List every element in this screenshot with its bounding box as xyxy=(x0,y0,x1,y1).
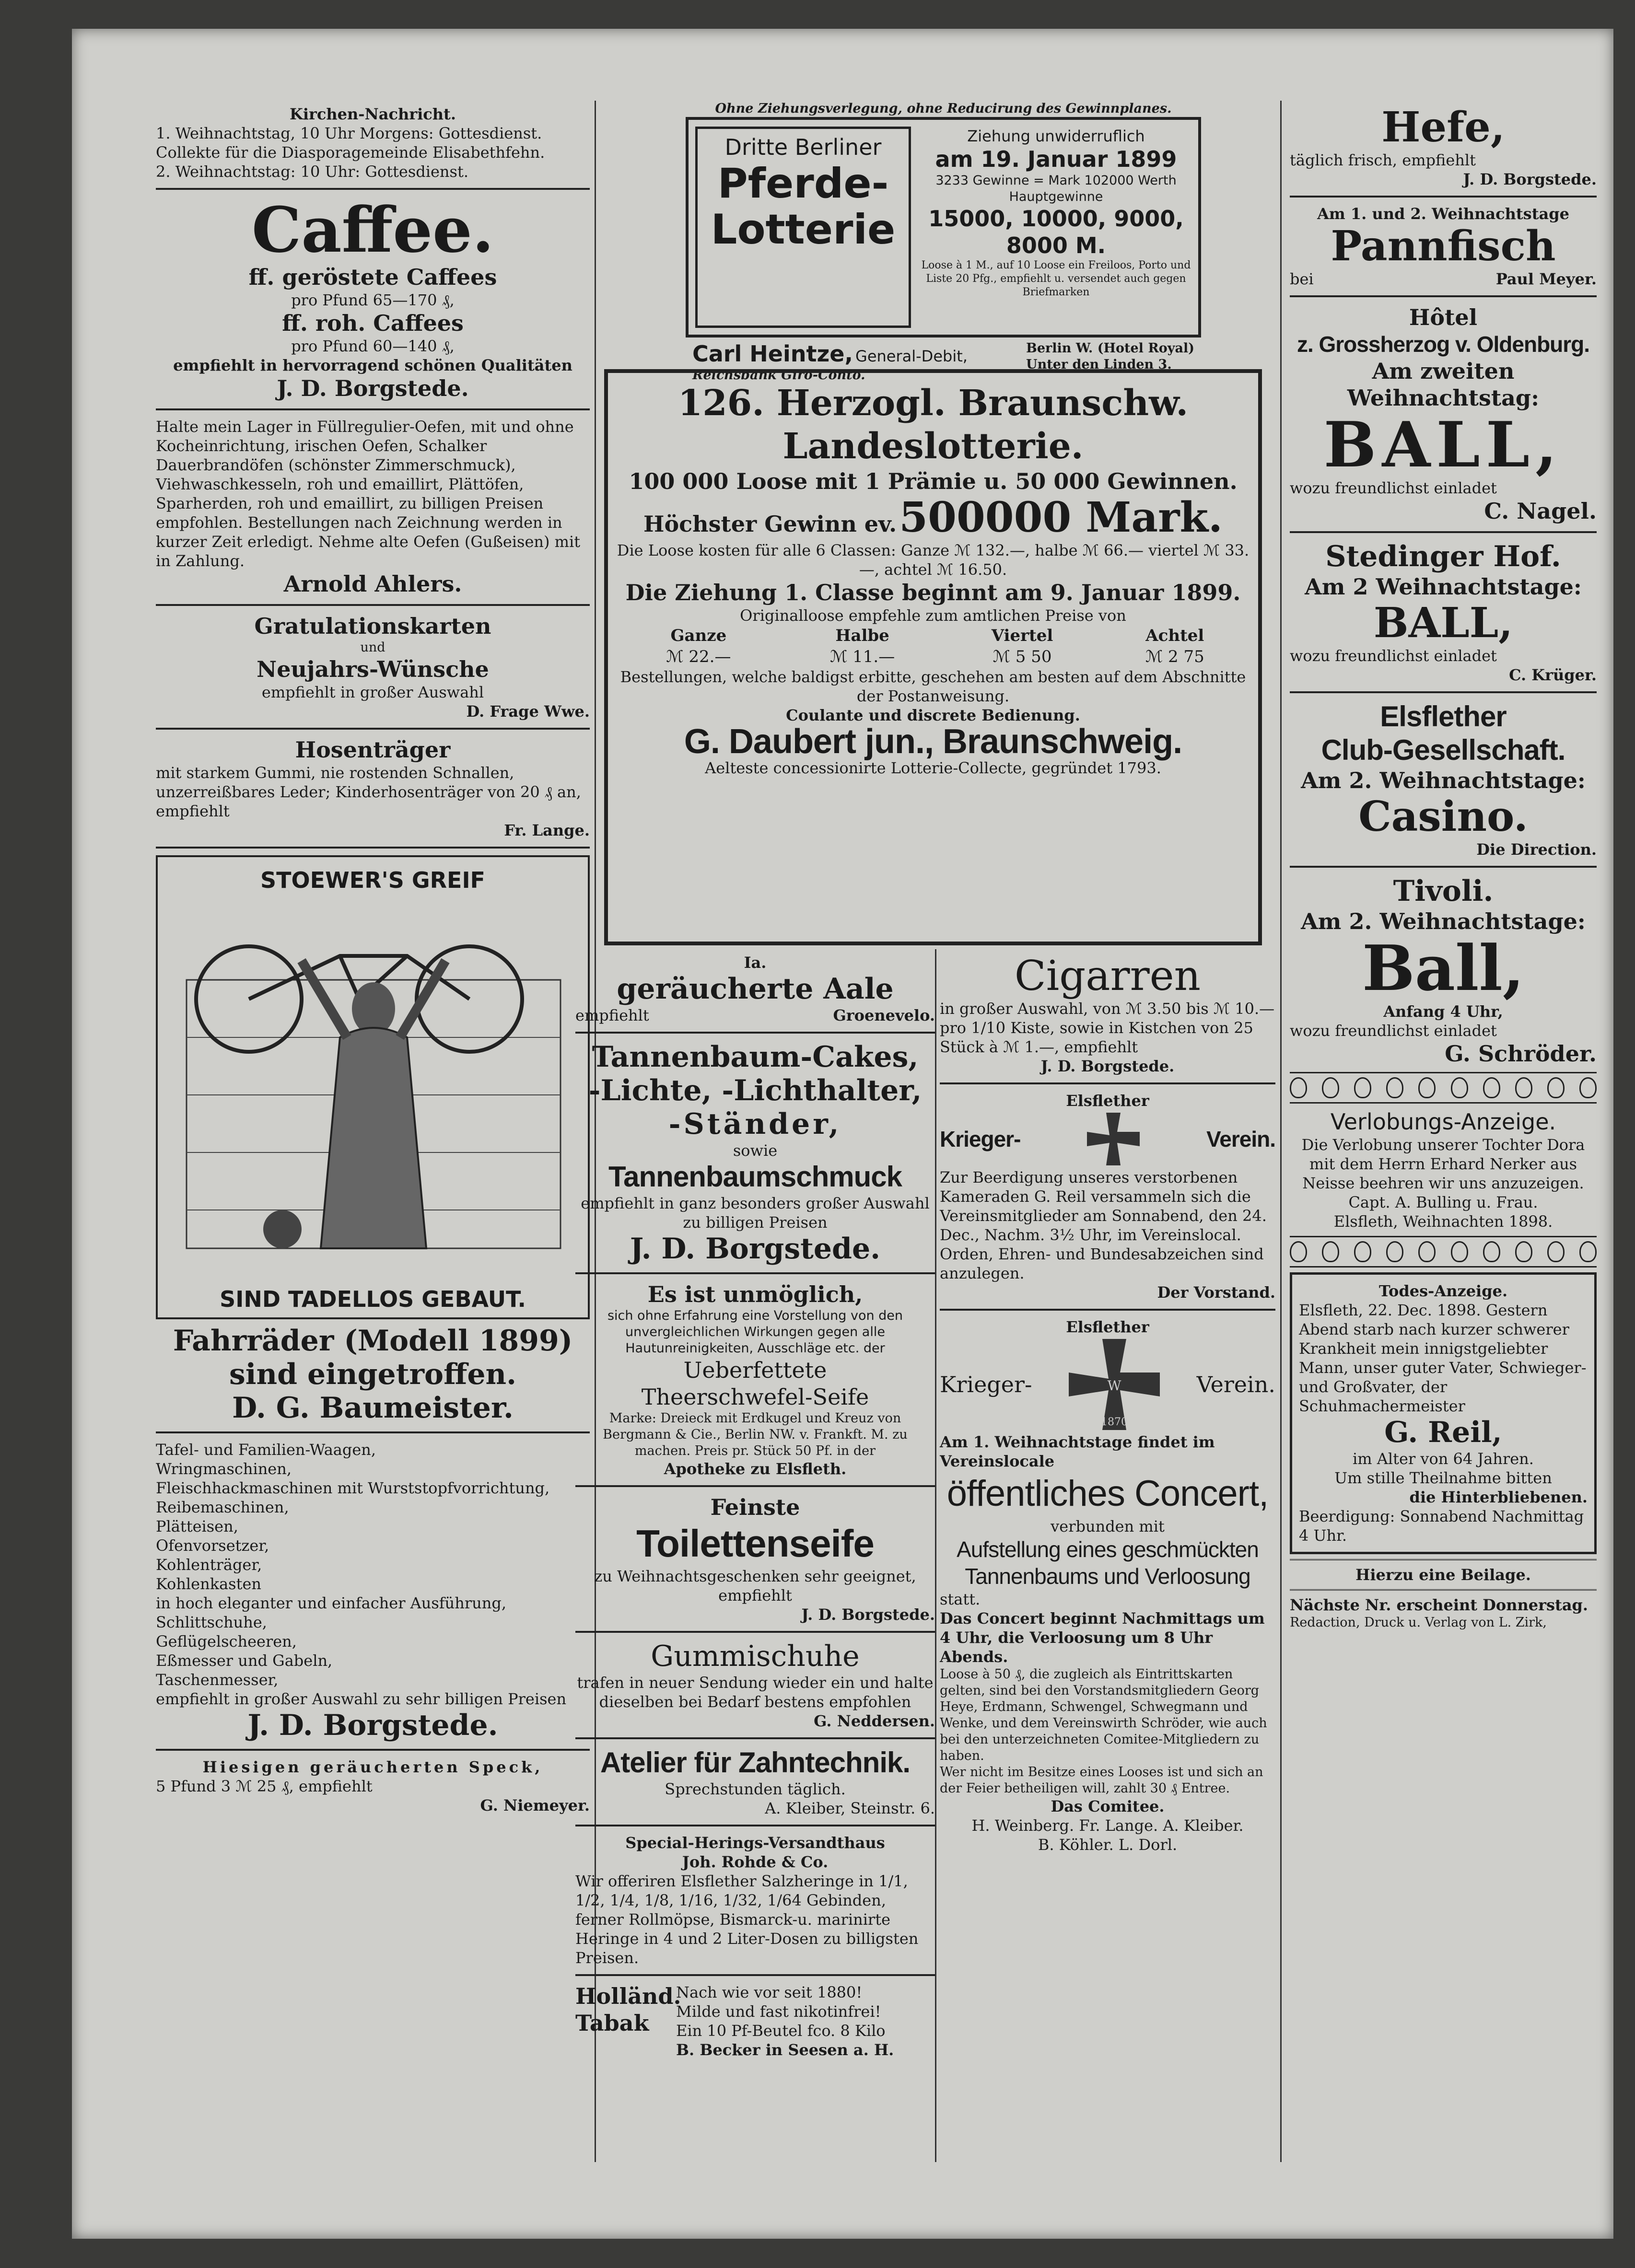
poster-bottom: SIND TADELLOS GEBAUT. xyxy=(220,1286,526,1312)
braunschw-l3: Die Loose kosten für alle 6 Classen: Ganze ℳ 132.—, halbe ℳ 66.— viertel ℳ 33.—, achtel ℳ 16.50. xyxy=(617,541,1250,579)
tanne-l6: empfiehlt in ganz besonders großer Auswahl zu billigen Preisen xyxy=(581,1194,930,1232)
cigarren-ad xyxy=(940,953,1275,1076)
pferde-r6: Loose à 1 M., auf 10 Loose ein Freiloos, Porto und Liste 20 Pfg., empfiehlt u. versendet auch gegen Briefmarken xyxy=(921,259,1191,298)
caffee-line: pro Pfund 65—170 ₰, xyxy=(291,291,455,309)
braunschw-l8: Aelteste concessionirte Lotterie-Collecte, gegründet 1793. xyxy=(705,759,1161,777)
krieger-verein-1 xyxy=(940,1091,1275,1302)
borgstede-item: Tafel- und Familien-Waagen, xyxy=(156,1441,376,1459)
krieger2-l7: Loose à 50 ₰, die zugleich als Eintrittskarten gelten, sind bei den Vorstandsmitgliedern Georg Heye, Erdmann, Schwengel, Schwegmann und Wenke, und dem Vereinswirth Schröder, wie auch bei den unterzeichneten Comitee-Mitgliedern zu haben. xyxy=(940,1667,1267,1763)
tabak-l1: Holländ. xyxy=(575,1983,681,2009)
braunschw-title: 126. Herzogl. Braunschw. Landeslotterie. xyxy=(677,383,1189,467)
price-head: Viertel xyxy=(991,626,1053,645)
iron-cross-icon xyxy=(1085,1110,1142,1168)
hotel-l1: Hôtel xyxy=(1409,304,1478,330)
pferde-addr: Berlin W. (Hotel Royal) xyxy=(1026,341,1194,356)
kirchen-line: 1. Weihnachtstag, 10 Uhr Morgens: Gottesdienst. xyxy=(156,124,542,142)
braunschw-l2b: 500000 Mark. xyxy=(899,493,1223,542)
bicycle-woman-illustration xyxy=(158,894,588,1268)
club-l3: Am 2. Weihnachtstage: xyxy=(1301,768,1586,793)
krieger1-right: Verein. xyxy=(1206,1127,1275,1151)
braunschweig-lotterie-ad xyxy=(604,369,1275,949)
todes-text: Elsfleth, 22. Dec. 1898. Gestern Abend starb nach kurzer schwerer Krankheit mein innigstgeliebter Mann, unser guter Vater, Schwieger- und Großvater, der Schuhmachermeister xyxy=(1299,1301,1587,1415)
caffee-signature: J. D. Borgstede. xyxy=(277,375,469,401)
verlob-text: Die Verlobung unserer Tochter Dora mit dem Herrn Erhard Nerker aus Neisse beehren wir uns anzuzeigen. xyxy=(1301,1136,1585,1192)
frage-signature: D. Frage Wwe. xyxy=(466,702,590,721)
kirchen-title: Kirchen-Nachricht. xyxy=(290,105,456,123)
seife-l5: Marke: Dreieck mit Erdkugel und Kreuz von Bergmann & Cie., Berlin NW. v. Frankft. M. zu machen. Preis pr. Stück 50 Pf. in der xyxy=(603,1411,908,1458)
aale-ad xyxy=(575,953,935,1025)
poster-top: STOEWER'S GREIF xyxy=(260,867,485,893)
club-signature: Die Direction. xyxy=(1476,840,1597,859)
lange-ad xyxy=(156,736,590,840)
cross-year: 1870 xyxy=(1101,1416,1128,1428)
krieger2-l5: statt. xyxy=(940,1590,981,1608)
borgstede-item: Kohlenkasten xyxy=(156,1575,261,1593)
tabak-r2: Milde und fast nikotinfrei! xyxy=(676,2002,881,2021)
column-divider xyxy=(935,949,936,2162)
braunschw-l4: Die Ziehung 1. Classe beginnt am 9. Januar 1899. xyxy=(625,580,1241,605)
column-4 xyxy=(1290,101,1597,2162)
seife-l2: sich ohne Erfahrung eine Vorstellung von den unvergleichlichen Wirkungen gegen alle Hautunreinigkeiten, Ausschläge etc. der xyxy=(607,1308,903,1356)
braunschw-l1: 100 000 Loose mit 1 Prämie u. 50 000 Gewinnen. xyxy=(629,468,1238,494)
borgstede-list-ad xyxy=(156,1440,590,1742)
hefe-title: Hefe, xyxy=(1381,103,1505,151)
frage-line: Gratulationskarten xyxy=(254,613,491,639)
newspaper-page xyxy=(72,29,1613,2239)
frage-line: und xyxy=(360,640,385,655)
caffee-ad xyxy=(156,193,590,402)
borgstede-item: Reibemaschinen, xyxy=(156,1498,289,1516)
price-value: ℳ 2 75 xyxy=(1145,647,1204,666)
borgstede-item: empfiehlt in großer Auswahl zu sehr billigen Preisen xyxy=(156,1690,567,1708)
column-divider xyxy=(1280,101,1282,2162)
krieger2-top: Elsflether xyxy=(1066,1318,1149,1336)
borgstede-item: Eßmesser und Gabeln, xyxy=(156,1652,333,1670)
pferde-r3: 3233 Gewinne = Mark 102000 Werth xyxy=(935,173,1177,188)
hotel-ball: BALL, xyxy=(1323,408,1563,481)
krieger2-names: B. Köhler. L. Dorl. xyxy=(1038,1836,1178,1854)
tanne-signature: J. D. Borgstede. xyxy=(630,1232,881,1266)
borgstede-item: Schlittschuhe, xyxy=(156,1613,267,1631)
borgstede-item: Ofenvorsetzer, xyxy=(156,1536,269,1555)
hefe-signature: J. D. Borgstede. xyxy=(1463,170,1597,188)
krieger2-names: H. Weinberg. Fr. Lange. A. Kleiber. xyxy=(971,1816,1244,1835)
rohde-l2: Joh. Rohde & Co. xyxy=(682,1853,829,1871)
pferde-top: Ohne Ziehungsverlegung, ohne Reducirung des Gewinnplanes. xyxy=(715,101,1172,116)
borgstede-item: Fleischhackmaschinen mit Wurststopfvorrichtung, xyxy=(156,1479,550,1497)
ornament-border xyxy=(1290,1236,1597,1268)
toilette-signature: J. D. Borgstede. xyxy=(801,1605,935,1624)
cigarren-title: Cigarren xyxy=(1014,952,1201,1000)
frage-line: empfiehlt in großer Auswahl xyxy=(261,683,484,701)
todes-signature: die Hinterbliebenen. xyxy=(1409,1488,1588,1506)
caffee-line: pro Pfund 60—140 ₰, xyxy=(291,337,455,355)
krieger2-l8: Wer nicht im Besitze eines Looses ist und sich an der Feier betheiligen will, zahlt 30 ₰ Entree. xyxy=(940,1765,1263,1796)
aale-signature: Groenevelo. xyxy=(833,1006,935,1024)
hefe-l1: täglich frisch, empfiehlt xyxy=(1290,151,1476,169)
gummi-l1: Gummischuhe xyxy=(651,1640,860,1673)
pann-l1: Am 1. und 2. Weihnachtstage xyxy=(1317,205,1569,223)
caffee-line: ff. roh. Caffees xyxy=(282,310,464,336)
tannenbaum-ad xyxy=(575,1040,935,1266)
price-head: Ganze xyxy=(670,626,727,645)
borgstede-item: Wringmaschinen, xyxy=(156,1460,292,1478)
pferde-sig2: General-Debit, xyxy=(855,347,968,365)
caffee-title: Caffee. xyxy=(251,193,494,267)
toilette-l1: Feinste xyxy=(710,1494,800,1520)
tivoli-ball: Ball, xyxy=(1362,931,1525,1005)
column-1 xyxy=(156,101,590,2162)
kirchen-nachricht xyxy=(156,105,590,181)
krieger1-left: Krieger- xyxy=(940,1127,1021,1151)
hotel-l4: wozu freundlichst einladet xyxy=(1290,479,1497,497)
krieger1-top: Elsflether xyxy=(1066,1092,1149,1110)
toilette-l2: Toilettenseife xyxy=(636,1522,874,1565)
frage-line: Neujahrs-Wünsche xyxy=(257,656,489,682)
borgstede-signature: J. D. Borgstede. xyxy=(247,1709,498,1742)
braunschw-l5: Originalloose empfehle zum amtlichen Preise von xyxy=(740,606,1126,625)
price-head: Halbe xyxy=(835,626,889,645)
tivoli-l3: Anfang 4 Uhr, xyxy=(1383,1002,1503,1021)
steding-l2: Am 2 Weihnachtstage: xyxy=(1305,574,1582,600)
atelier-ad xyxy=(575,1746,935,1818)
niemeyer-line: Hiesigen geräucherten Speck, xyxy=(202,1758,543,1776)
braunschw-signature: G. Daubert jun., Braunschweig. xyxy=(684,722,1182,761)
price-value: ℳ 11.— xyxy=(829,647,895,666)
krieger2-l1: Am 1. Weihnachtstage findet im Vereinslocale xyxy=(940,1433,1215,1470)
verlob-title: Verlobungs-Anzeige. xyxy=(1330,1109,1556,1135)
borgstede-item: Plätteisen, xyxy=(156,1517,238,1535)
tabak-ad xyxy=(575,1983,935,2059)
baumeister-line: sind eingetroffen. xyxy=(229,1358,517,1391)
pferde-lotterie-ad xyxy=(686,101,1201,383)
tivoli-ad xyxy=(1290,874,1597,1067)
gummi-signature: G. Neddersen. xyxy=(814,1712,935,1730)
price-value: ℳ 5 50 xyxy=(993,647,1052,666)
tanne-l5: Tannenbaumschmuck xyxy=(608,1161,902,1193)
krieger1-signature: Der Vorstand. xyxy=(1157,1283,1275,1302)
column-3 xyxy=(940,949,1275,2162)
toilettenseife-ad xyxy=(575,1494,935,1624)
caffee-line: empfiehlt in hervorragend schönen Qualitäten xyxy=(173,356,572,374)
gummischuhe-ad xyxy=(575,1640,935,1731)
price-table xyxy=(617,625,1250,667)
tabak-r4: B. Becker in Seesen a. H. xyxy=(676,2041,894,2059)
seife-l3: Ueberfettete xyxy=(683,1357,827,1383)
tivoli-l4: wozu freundlichst einladet xyxy=(1290,1022,1497,1040)
ahlers-text: Halte mein Lager in Füllregulier-Oefen, mit und ohne Kocheinrichtung, irischen Oefen, Schalker Dauerbrandöfen (schönster Zimmerschmuck), Viehwaschkesseln, roh und emaillirt, Plättöfen, Sparherden, roh und emaillirt, zu billigen Preisen empfohlen. Bestellungen nach Zeichnung werden in kurzer Zeit erledigt. Nehme alte Oefen (Gußeisen) mit in Zahlung. xyxy=(156,418,581,570)
todes-title: Todes-Anzeige. xyxy=(1378,1282,1508,1300)
lange-title: Hosenträger xyxy=(295,737,451,763)
tabak-l2: Tabak xyxy=(575,2010,649,2036)
niemeyer-line: 5 Pfund 3 ℳ 25 ₰, empfiehlt xyxy=(156,1777,373,1795)
tivoli-l2: Am 2. Weihnachtstage: xyxy=(1301,908,1586,934)
iron-cross-icon xyxy=(1066,1337,1162,1432)
borgstede-item: Taschenmesser, xyxy=(156,1671,279,1689)
pferde-r4: Hauptgewinne xyxy=(1009,189,1103,204)
next-issue-note: Nächste Nr. erscheint Donnerstag. xyxy=(1290,1596,1588,1614)
pann-signature: Paul Meyer. xyxy=(1495,270,1597,288)
kirchen-line: Collekte für die Diasporagemeinde Elisabethfehn. xyxy=(156,143,545,162)
seife-ad xyxy=(575,1281,935,1478)
pann-l2: bei xyxy=(1290,270,1314,288)
krieger2-l4: Aufstellung eines geschmückten Tannenbaums und Verloosung xyxy=(957,1537,1259,1589)
krieger2-l3: verbunden mit xyxy=(1051,1517,1165,1535)
cigarren-text: in großer Auswahl, von ℳ 3.50 bis ℳ 10.— pro 1/10 Kiste, sowie in Kistchen von 25 Stück à ℳ 1.—, empfiehlt xyxy=(940,1000,1275,1056)
verlob-place: Elsfleth, Weihnachten 1898. xyxy=(1333,1212,1553,1231)
baumeister-line: Fahrräder (Modell 1899) xyxy=(173,1324,573,1358)
toilette-l3: zu Weihnachtsgeschenken sehr geeignet, empfiehlt xyxy=(594,1567,916,1605)
todes-anzeige xyxy=(1290,1272,1597,1554)
todes-l2: im Alter von 64 Jahren. xyxy=(1353,1450,1534,1468)
lange-text: mit starkem Gummi, nie rostenden Schnallen, unzerreißbares Leder; Kinderhosenträger von 20 ₰ an, empfiehlt xyxy=(156,764,581,820)
caffee-line: ff. geröstete Caffees xyxy=(248,264,497,290)
club-ad xyxy=(1290,700,1597,859)
tabak-r1: Nach wie vor seit 1880! xyxy=(676,1983,863,2001)
steding-l3: wozu freundlichst einladet xyxy=(1290,647,1497,665)
tanne-l2: -Lichte, -Lichthalter, xyxy=(588,1074,922,1107)
lange-signature: Fr. Lange. xyxy=(504,821,590,839)
seife-l4: Theerschwefel-Seife xyxy=(641,1384,869,1410)
seife-l1: Es ist unmöglich, xyxy=(647,1281,863,1307)
ornament-border xyxy=(1290,1072,1597,1104)
pferde-signature: Carl Heintze, xyxy=(692,341,853,367)
hotel-l3: Am zweiten Weihnachtstag: xyxy=(1347,358,1540,411)
price-head: Achtel xyxy=(1145,626,1204,645)
pferde-r5: 15000, 10000, 9000, 8000 M. xyxy=(928,206,1184,258)
hefe-ad xyxy=(1290,105,1597,189)
krieger2-l2: öffentliches Concert, xyxy=(946,1473,1269,1514)
kirchen-line: 2. Weihnachtstag: 10 Uhr: Gottesdienst. xyxy=(156,163,468,181)
borgstede-item: Geflügelscheeren, xyxy=(156,1632,297,1651)
aale-l0: Ia. xyxy=(744,954,767,972)
krieger2-l6: Das Concert beginnt Nachmittags um 4 Uhr, die Verloosung um 8 Uhr Abends. xyxy=(940,1609,1265,1666)
braunschw-l2a: Höchster Gewinn ev. xyxy=(643,511,897,537)
aale-l1: geräucherte Aale xyxy=(617,972,894,1006)
club-l1: Elsflether xyxy=(1380,700,1507,733)
stoewer-poster xyxy=(156,855,590,1319)
frage-ad xyxy=(156,613,590,721)
steding-signature: C. Krüger. xyxy=(1509,666,1597,684)
pferde-bank: Reichsbank Giro-Conto. xyxy=(692,368,865,383)
krieger2-right: Verein. xyxy=(1196,1372,1275,1397)
hotel-signature: C. Nagel. xyxy=(1484,498,1597,524)
borgstede-items xyxy=(156,1440,590,1709)
baumeister-signature: D. G. Baumeister. xyxy=(232,1391,514,1425)
pferde-l2: Pferde- xyxy=(717,160,889,208)
pferde-l3: Lotterie xyxy=(711,206,896,254)
krieger1-text: Zur Beerdigung unseres verstorbenen Kameraden G. Reil versammeln sich die Vereinsmitglieder am Sonnabend, den 24. Dec., Nachm. 3½ Uhr, im Vereinslocal. Orden, Ehren- und Bundesabzeichen sind anzulegen. xyxy=(940,1168,1267,1282)
atelier-signature: A. Kleiber, Steinstr. 6. xyxy=(765,1799,935,1817)
steding-ball: BALL, xyxy=(1373,599,1513,647)
baumeister-ad xyxy=(156,1324,590,1425)
niemeyer-ad xyxy=(156,1757,590,1815)
borgstede-item: Kohlenträger, xyxy=(156,1556,262,1574)
verlob-signature: Capt. A. Bulling u. Frau. xyxy=(1348,1193,1538,1211)
borgstede-item: in hoch eleganter und einfacher Ausführung, xyxy=(156,1594,507,1612)
column-2 xyxy=(575,949,935,2162)
hotel-l2: z. Grossherzog v. Oldenburg. xyxy=(1296,332,1590,357)
cigarren-signature: J. D. Borgstede. xyxy=(1040,1057,1175,1075)
atelier-l1: Atelier für Zahntechnik. xyxy=(600,1746,911,1779)
todes-name: G. Reil, xyxy=(1384,1416,1502,1449)
tanne-l3: -Ständer, xyxy=(668,1107,842,1141)
pferde-l1: Dritte Berliner xyxy=(724,134,882,160)
tanne-l1: Tannenbaum-Cakes, xyxy=(592,1040,919,1074)
price-value: ℳ 22.— xyxy=(666,647,731,666)
tivoli-signature: G. Schröder. xyxy=(1445,1041,1597,1067)
atelier-l2: Sprechstunden täglich. xyxy=(665,1780,846,1798)
hotel-ad xyxy=(1290,304,1597,524)
tivoli-l1: Tivoli. xyxy=(1393,874,1494,908)
todes-l4: Beerdigung: Sonnabend Nachmittag 4 Uhr. xyxy=(1299,1507,1584,1545)
aale-l2: empfiehlt xyxy=(575,1006,649,1024)
pannfisch-ad xyxy=(1290,204,1597,289)
pferde-r2: am 19. Januar 1899 xyxy=(935,146,1177,172)
braunschw-l7: Coulante und discrete Bedienung. xyxy=(786,706,1080,724)
beilage-note: Hierzu eine Beilage. xyxy=(1355,1566,1531,1584)
steding-l1: Stedinger Hof. xyxy=(1325,540,1561,573)
club-l4: Casino. xyxy=(1358,792,1528,841)
krieger2-left: Krieger- xyxy=(940,1372,1032,1397)
tanne-l4: sowie xyxy=(733,1141,778,1160)
gummi-l2: trafen in neuer Sendung wieder ein und halte dieselben bei Bedarf bestens empfohlen xyxy=(577,1674,934,1711)
pann-title: Pannfisch xyxy=(1331,222,1556,270)
tabak-r3: Ein 10 Pf-Beutel fco. 8 Kilo xyxy=(676,2022,886,2040)
imprint: Redaction, Druck u. Verlag von L. Zirk, xyxy=(1290,1615,1547,1630)
stedinger-ad xyxy=(1290,540,1597,685)
seife-signature: Apotheke zu Elsfleth. xyxy=(664,1460,847,1478)
krieger2-signature: Das Comitee. xyxy=(1051,1797,1165,1815)
rohde-l1: Special-Herings-Versandthaus xyxy=(625,1834,885,1852)
ahlers-signature: Arnold Ahlers. xyxy=(283,571,462,597)
krieger-verein-2 xyxy=(940,1317,1275,1854)
rohde-l3: Wir offeriren Elsflether Salzheringe in 1/1, 1/2, 1/4, 1/8, 1/16, 1/32, 1/64 Gebinden, ferner Rollmöpse, Bismarck-u. marinirte Heringe in 4 und 2 Liter-Dosen zu billigsten Preisen. xyxy=(575,1872,919,1967)
verlobung-ad xyxy=(1290,1108,1597,1231)
niemeyer-signature: G. Niemeyer. xyxy=(480,1796,590,1814)
club-l2: Club-Gesellschaft. xyxy=(1321,734,1565,766)
ahlers-ad xyxy=(156,417,590,597)
braunschw-l6: Bestellungen, welche baldigst erbitte, geschehen am besten auf dem Abschnitte der Postanweisung. xyxy=(620,668,1246,705)
pferde-addr: Unter den Linden 3. xyxy=(1026,357,1172,372)
cross-letter: W xyxy=(1107,1378,1121,1394)
rohde-ad xyxy=(575,1833,935,1967)
todes-l3: Um stille Theilnahme bitten xyxy=(1334,1469,1552,1487)
pferde-r1: Ziehung unwiderruflich xyxy=(967,127,1145,145)
